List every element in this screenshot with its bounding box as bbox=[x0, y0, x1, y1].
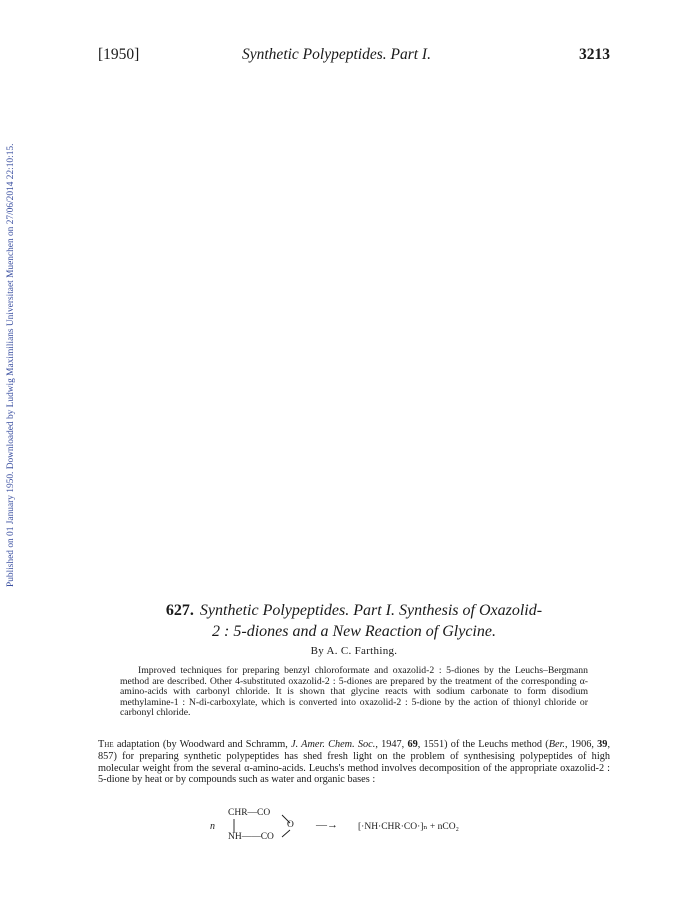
body-text-2: , 1947, bbox=[375, 739, 408, 750]
reaction-arrow: —→ bbox=[316, 819, 338, 831]
volume-1: 69 bbox=[407, 739, 418, 750]
article-number: 627. bbox=[165, 602, 194, 619]
lead-word: The bbox=[98, 739, 114, 750]
body-text-4: , 1906, bbox=[565, 739, 598, 750]
article-title bbox=[92, 600, 616, 642]
title-line-2: 2 : 5-diones and a New Reaction of Glycine. bbox=[212, 623, 496, 640]
ber-reference: Ber. bbox=[548, 739, 566, 750]
author-byline: By A. C. Farthing. bbox=[310, 645, 398, 657]
ring-top-group: CHR—CO bbox=[228, 808, 271, 818]
download-notice-text: Published on 01 January 1950. Downloaded by Ludwig Maximilians Universitaet Muenchen on 27/06/2014 22:10:15. bbox=[6, 143, 16, 587]
coefficient: n bbox=[210, 821, 215, 832]
body-text-3: , 1551) of the Leuchs method ( bbox=[417, 739, 549, 750]
title-line-1: Synthetic Polypeptides. Part I. Synthesis of Oxazolid- bbox=[199, 602, 543, 619]
ring-bottom-group: NH——CO bbox=[228, 832, 274, 842]
journal-reference: J. Amer. Chem. Soc. bbox=[291, 739, 376, 750]
page-number: 3213 bbox=[579, 46, 610, 63]
abstract: Improved techniques for preparing benzyl chloroformate and oxazolid-2 : 5-diones by the Leuchs–Bergmann method are described. Other 4-substituted oxazolid-2 : 5-diones are prepared by the treatment of the corresponding α-amino-acids with carbonyl chloride. It is shown that glycine reacts with sodium carbonate to form disodium methylamine-1 : N-di-carboxylate, which is converted into oxazolid-2 : 5-dione by the action of thionyl chloride or carbonyl chloride. bbox=[120, 665, 588, 719]
running-title: Synthetic Polypeptides. Part I. bbox=[242, 46, 431, 63]
body-paragraph bbox=[98, 739, 610, 786]
reaction-product: [·NH·CHR·CO·]ₙ + nCO₂ bbox=[358, 822, 459, 832]
page-header bbox=[98, 46, 610, 66]
header-year: [1950] bbox=[98, 46, 140, 63]
body-text-5: , 857) for preparing synthetic polypeptides has shed fresh light on the problem of synthesising polypeptides of high molecular weight from the several α-amino-acids. Leuchs's method involves decomposition of the appropriate oxazolid-2 : 5-dione by heat or by compounds such as water and organic bases : bbox=[98, 739, 611, 786]
body-text-1: adaptation (by Woodward and Schramm, bbox=[113, 739, 292, 750]
ring-oxygen: O bbox=[287, 820, 294, 830]
reaction-scheme bbox=[210, 808, 510, 846]
download-notice bbox=[4, 82, 18, 602]
volume-2: 39 bbox=[597, 739, 608, 750]
